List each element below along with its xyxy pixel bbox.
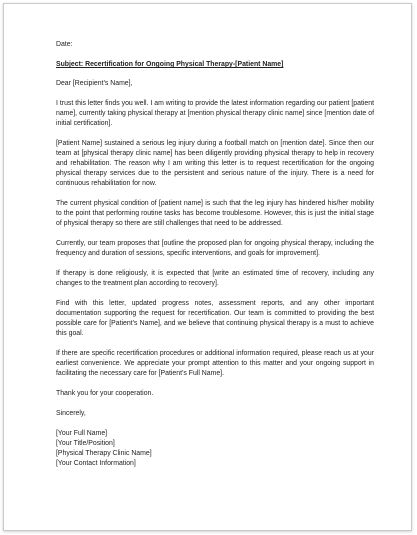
letter-body	[56, 40, 374, 469]
signature-contact: [Your Contact Information]	[56, 460, 136, 467]
signature-clinic: [Physical Therapy Clinic Name]	[56, 450, 152, 457]
signature-name: [Your Full Name]	[56, 430, 108, 437]
paragraph-intro: I trust this letter finds you well. I am writing to provide the latest information regarding our patient [patient name], currently taking physical therapy at [mention physical therapy clinic name] since [mention date of initial certification].	[56, 100, 374, 127]
subject-line: Subject: Recertification for Ongoing Physical Therapy-[Patient Name]	[56, 61, 284, 68]
paragraph-proposal: Currently, our team proposes that [outline the proposed plan for ongoing physical therapy, including the frequency and duration of sessions, specific interventions, and goals for improvement].	[56, 240, 374, 257]
paragraph-injury: [Patient Name] sustained a serious leg injury during a football match on [mention date]. Since then our team at [physical therapy clinic name] has been diligently providing physical therapy to help in recovery and rehabilitation. The reason why I am writing this letter is to request recertification for the ongoing physical therapy services due to the persistent and serious nature of the injury. There is a need for continuous rehabilitation for now.	[56, 140, 374, 187]
signature-title: [Your Title/Position]	[56, 440, 115, 447]
paragraph-recovery: If therapy is done religiously, it is expected that [write an estimated time of recovery, including any changes to the treatment plan according to recovery].	[56, 270, 374, 287]
date-label: Date:	[56, 41, 73, 48]
signature-block	[56, 429, 374, 469]
paragraph-documentation: Find with this letter, updated progress notes, assessment reports, and any other important documentation supporting the request for recertification. Our team is committed to providing the best possible care for [Patient’s Name], and we believe that continuing physical therapy is a must to achieve this goal.	[56, 300, 374, 337]
salutation: Dear [Recipient’s Name],	[56, 80, 133, 87]
paragraph-condition: The current physical condition of [patient name] is such that the leg injury has hindered his/her mobility to the point that performing routine tasks has become troublesome. However, this is just the initial stage of physical therapy so there are still challenges that need to be addressed.	[56, 200, 374, 227]
document-page	[3, 3, 412, 531]
paragraph-thanks: Thank you for your cooperation.	[56, 390, 154, 397]
closing: Sincerely,	[56, 410, 86, 417]
paragraph-procedures: If there are specific recertification procedures or additional information required, please reach us at your earliest convenience. We appreciate your prompt attention to this matter and your ongoing support in facilitating the necessary care for [Patient’s Full Name].	[56, 350, 374, 377]
